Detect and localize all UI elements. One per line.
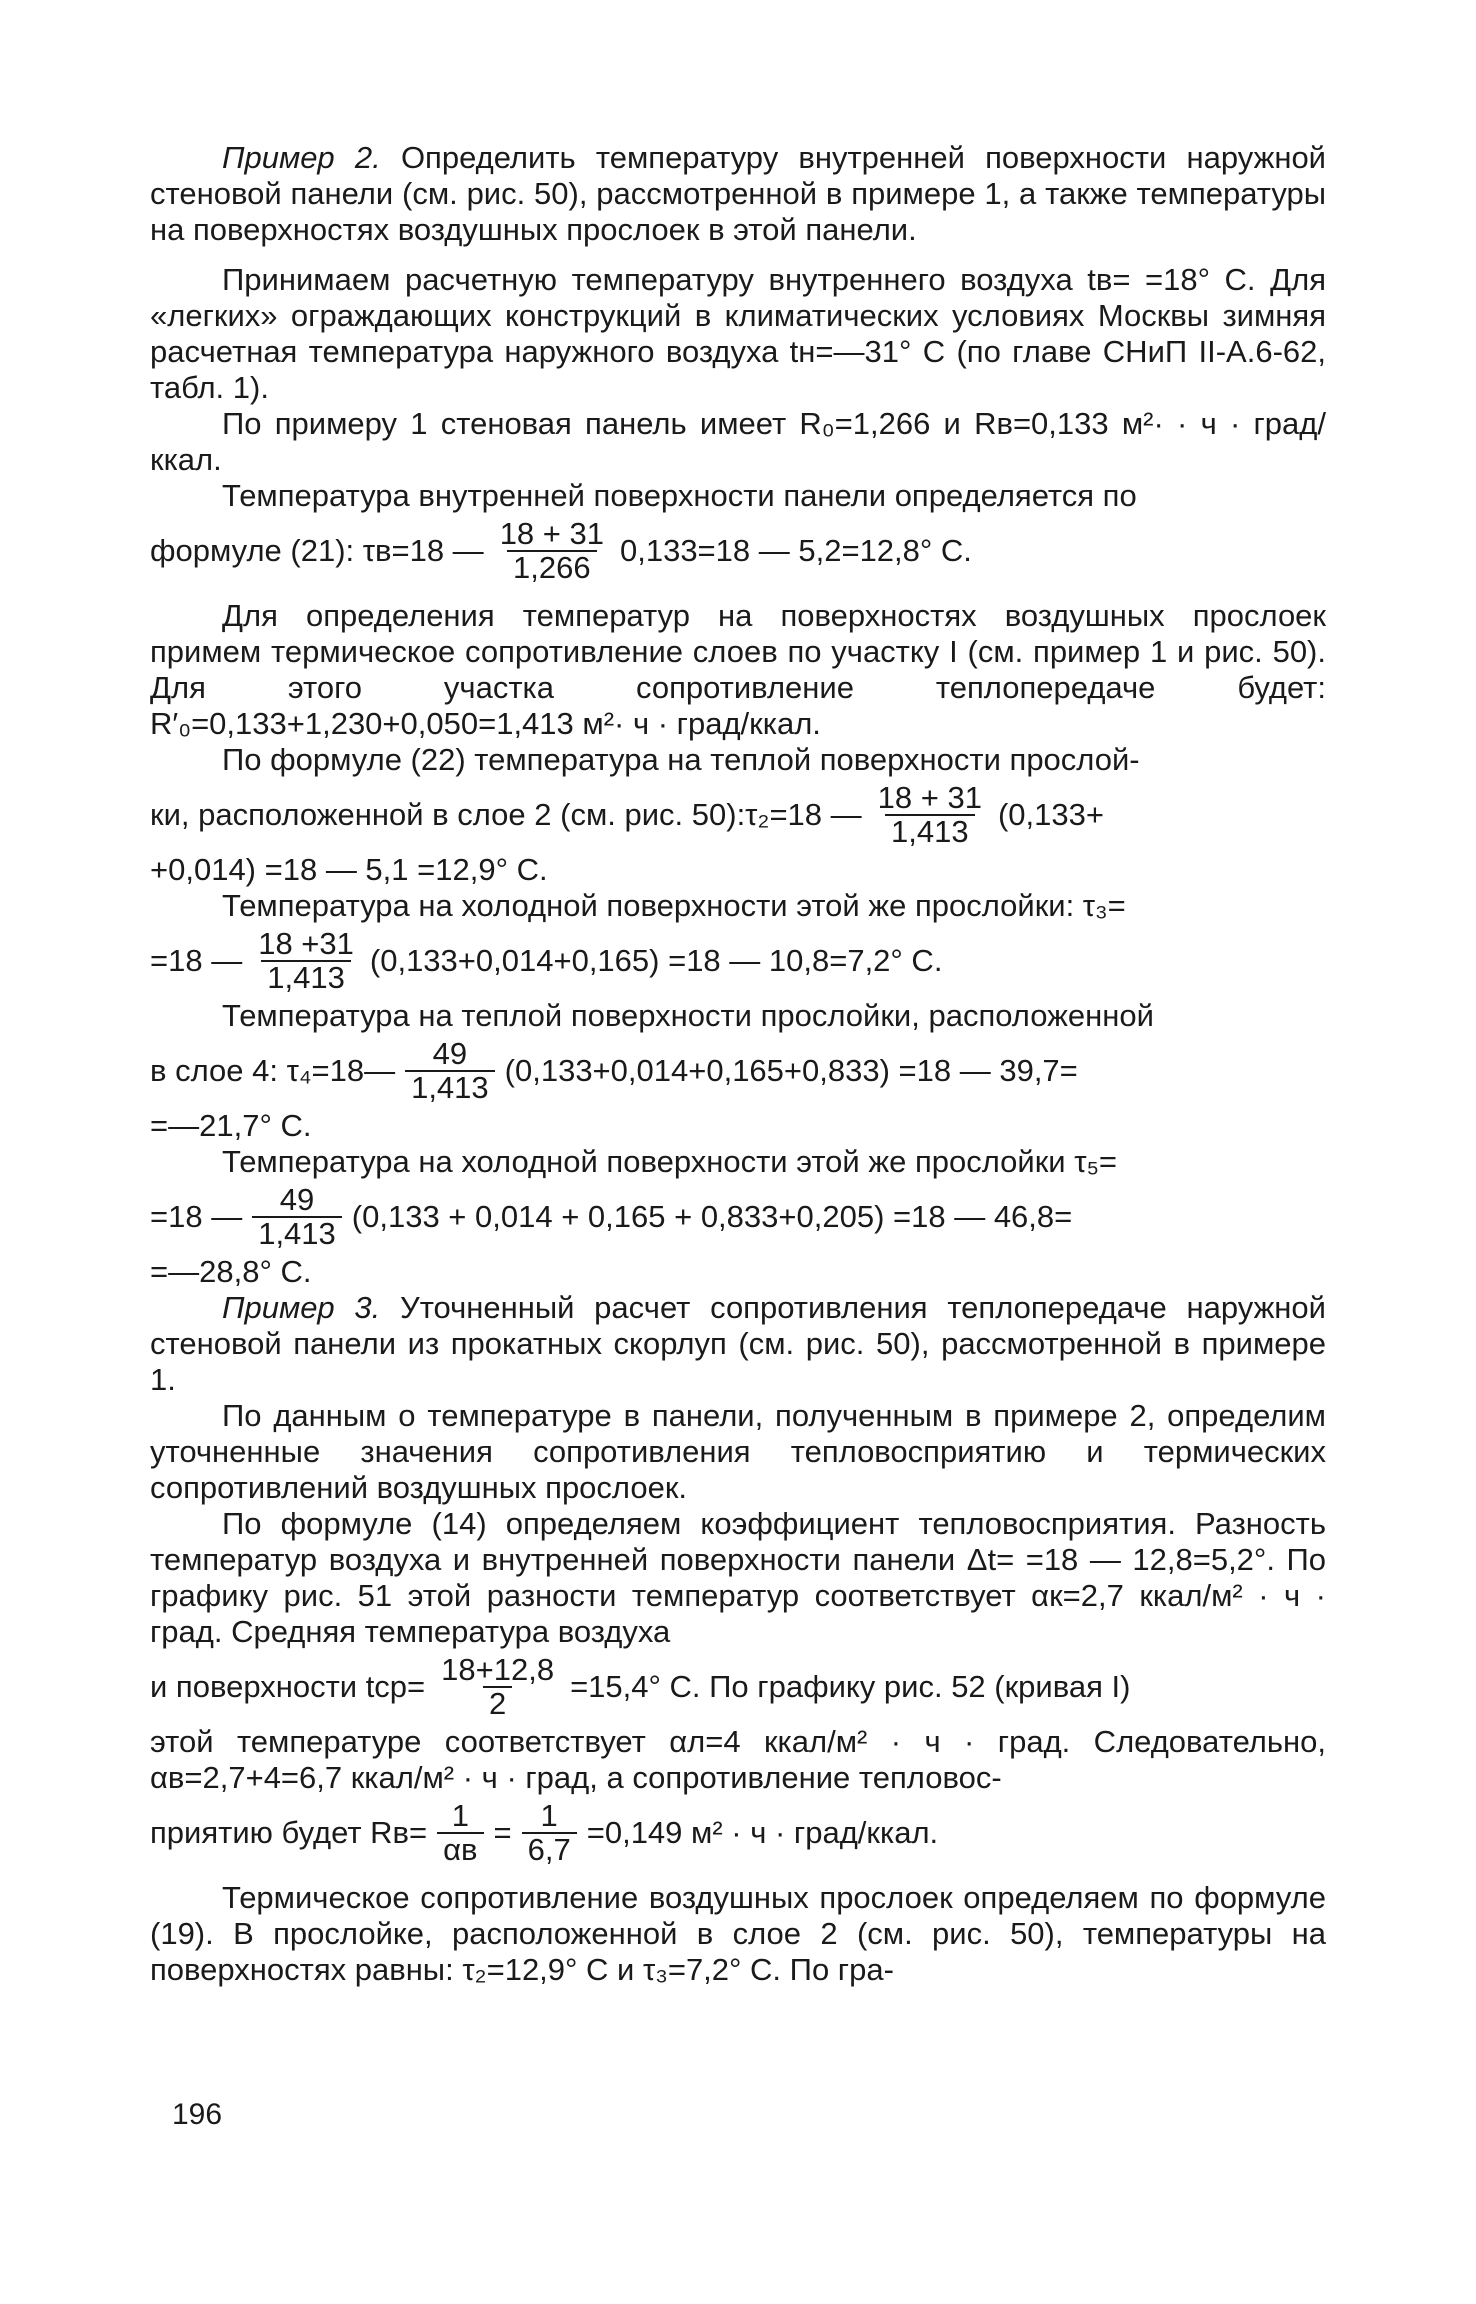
formula-text: =18 — bbox=[150, 943, 243, 978]
paragraph: Для определения температур на поверхностях воздушных прослоек примем термическое сопротивление слоев по участку I (см. пример 1 и рис. 50). Для этого участка сопротивление теплопередаче будет: R′₀=0,133+1,230+0,050=1,413 м²· ч · град/ккал. bbox=[150, 598, 1326, 741]
numerator: 18 +31 bbox=[258, 926, 354, 961]
paragraph: По формуле (22) температура на теплой поверхности прослой- bbox=[222, 742, 1140, 777]
formula-tau4 bbox=[150, 1038, 1326, 1104]
denominator: 6,7 bbox=[522, 1832, 577, 1866]
fraction bbox=[252, 1184, 342, 1250]
formula-text: (0,133+0,014+0,165) =18 — 10,8=7,2° С. bbox=[369, 943, 943, 978]
denominator: 1,266 bbox=[507, 550, 597, 584]
numerator: 18 + 31 bbox=[499, 516, 604, 551]
example3-intro bbox=[150, 1290, 1326, 1398]
paragraph: Принимаем расчетную температуру внутреннего воздуха tв= =18° С. Для «легких» ограждающих конструкций в климатических условиях Москвы зимняя расчетная температура наружного воздуха tн=—31° С (по главе СНиП II-А.6-62, табл. 1). bbox=[150, 262, 1326, 405]
fraction bbox=[252, 928, 360, 994]
example3-label: Пример 3. bbox=[222, 1290, 381, 1325]
example2-label: Пример 2. bbox=[222, 140, 381, 175]
formula-continuation: =—28,8° С. bbox=[150, 1254, 312, 1289]
formula-22 bbox=[150, 782, 1326, 848]
paragraph: Термическое сопротивление воздушных прослоек определяем по формуле (19). В прослойке, расположенной в слое 2 (см. рис. 50), температуры на поверхностях равны: τ₂=12,9° С и τ₃=7,2° С. По гра- bbox=[150, 1880, 1326, 1987]
paragraph: По примеру 1 стеновая панель имеет R₀=1,266 и Rв=0,133 м²· · ч · град/ккал. bbox=[150, 406, 1326, 477]
denominator: 1,413 bbox=[252, 1216, 342, 1250]
numerator: 49 bbox=[279, 1182, 315, 1217]
paragraph: Температура на холодной поверхности этой же прослойки τ₅= bbox=[222, 1144, 1118, 1179]
formula-text: (0,133 + 0,014 + 0,165 + 0,833+0,205) =18 — 46,8= bbox=[351, 1199, 1073, 1234]
formula-21 bbox=[150, 518, 1326, 584]
page-number: 196 bbox=[172, 2098, 223, 2131]
fraction bbox=[405, 1038, 495, 1104]
fraction bbox=[435, 1654, 560, 1720]
paragraph: Температура на холодной поверхности этой же прослойки: τ₃= bbox=[222, 888, 1126, 923]
denominator: 1,413 bbox=[261, 960, 351, 994]
formula-text: и поверхности tср= bbox=[150, 1669, 426, 1704]
example3-intro-text: Уточненный расчет сопротивления теплопередаче наружной стеновой панели из прокатных скорлуп (см. рис. 50), рассмотренной в примере 1. bbox=[150, 1290, 1326, 1397]
formula-text: приятию будет Rв= bbox=[150, 1815, 428, 1850]
paragraph: По данным о температуре в панели, полученным в примере 2, определим уточненные значения сопротивления тепловосприятию и термических сопротивлений воздушных прослоек. bbox=[150, 1398, 1326, 1505]
numerator: 49 bbox=[432, 1036, 468, 1071]
fraction bbox=[437, 1800, 483, 1866]
formula-text: 0,133=18 — 5,2=12,8° С. bbox=[619, 533, 972, 568]
denominator: 2 bbox=[483, 1686, 512, 1720]
formula-continuation: =—21,7° С. bbox=[150, 1108, 312, 1143]
paragraph: этой температуре соответствует αл=4 ккал/м² · ч · град. Следовательно, αв=2,7+4=6,7 ккал/м² · ч · град, а сопротивление тепловос- bbox=[150, 1724, 1326, 1795]
paragraph: Температура на теплой поверхности прослойки, расположенной bbox=[222, 998, 1154, 1033]
formula-continuation: +0,014) =18 — 5,1 =12,9° С. bbox=[150, 852, 548, 887]
formula-text: =18 — bbox=[150, 1199, 243, 1234]
formula-tau3 bbox=[150, 928, 1326, 994]
formula-text: = bbox=[493, 1815, 512, 1850]
fraction bbox=[522, 1800, 577, 1866]
paragraph: Температура внутренней поверхности панели определяется по bbox=[222, 478, 1137, 513]
formula-text: ки, расположенной в слое 2 (см. рис. 50):τ₂=18 — bbox=[150, 797, 862, 832]
example2-intro-text: Определить температуру внутренней поверхности наружной стеновой панели (см. рис. 50), рассмотренной в примере 1, а также температуры на поверхностях воздушных прослоек в этой панели. bbox=[150, 140, 1327, 247]
fraction bbox=[872, 782, 988, 848]
numerator: 1 bbox=[540, 1798, 558, 1833]
numerator: 18+12,8 bbox=[441, 1652, 555, 1687]
numerator: 18 + 31 bbox=[877, 780, 982, 815]
formula-tcp bbox=[150, 1654, 1326, 1720]
paragraph: По формуле (14) определяем коэффициент тепловосприятия. Разность температур воздуха и внутренней поверхности панели Δt= =18 — 12,8=5,2°. По графику рис. 51 этой разности температур соответствует αк=2,7 ккал/м² · ч · град. Средняя температура воздуха bbox=[150, 1506, 1326, 1649]
formula-text: формуле (21): τв=18 — bbox=[150, 533, 484, 568]
denominator: αв bbox=[437, 1832, 483, 1866]
formula-rv bbox=[150, 1800, 1326, 1866]
denominator: 1,413 bbox=[885, 814, 975, 848]
example2-intro bbox=[150, 140, 1326, 248]
page-body bbox=[150, 140, 1326, 1988]
formula-text: =0,149 м² · ч · град/ккал. bbox=[586, 1815, 939, 1850]
denominator: 1,413 bbox=[405, 1070, 495, 1104]
formula-text: (0,133+0,014+0,165+0,833) =18 — 39,7= bbox=[504, 1053, 1078, 1088]
fraction bbox=[494, 518, 610, 584]
numerator: 1 bbox=[451, 1798, 469, 1833]
formula-text: (0,133+ bbox=[997, 797, 1104, 832]
formula-tau5 bbox=[150, 1184, 1326, 1250]
formula-text: =15,4° С. По графику рис. 52 (кривая I) bbox=[570, 1669, 1131, 1704]
formula-text: в слое 4: τ₄=18— bbox=[150, 1053, 396, 1088]
